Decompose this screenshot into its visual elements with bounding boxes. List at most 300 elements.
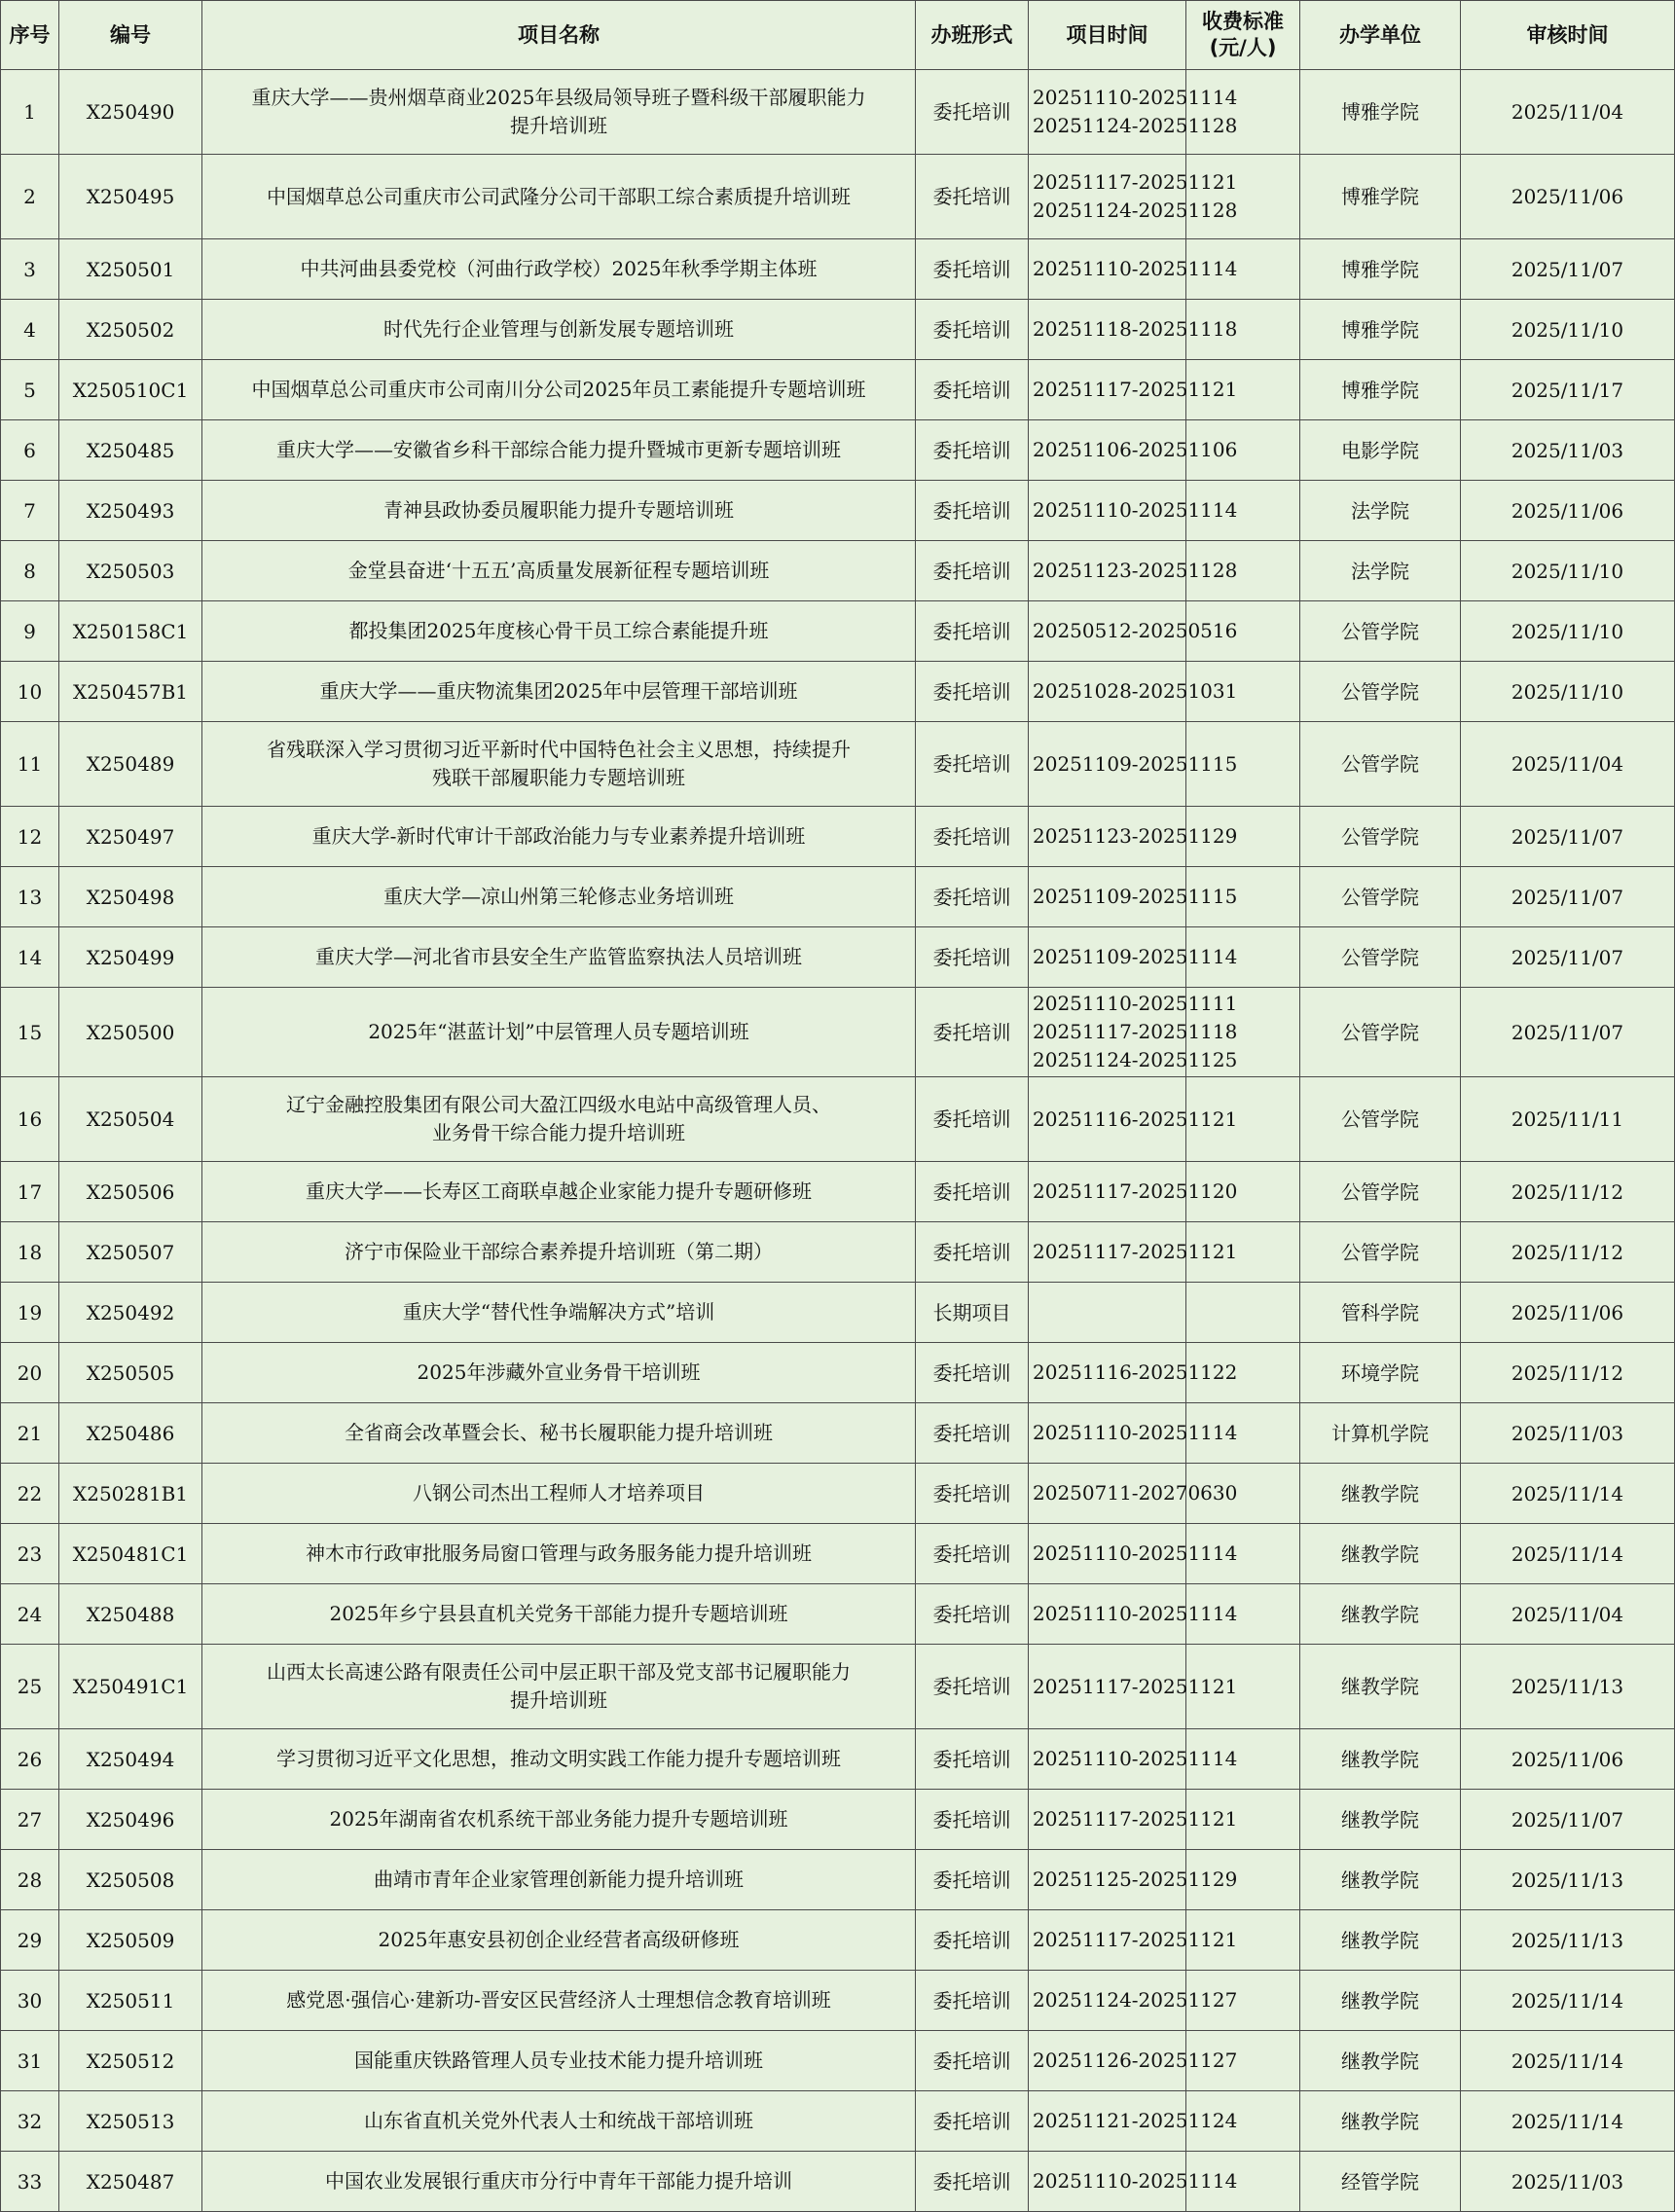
project-name-line: 重庆大学“替代性争端解决方式”培训 — [402, 1300, 715, 1324]
review-date-cell: 2025/11/12 — [1461, 1162, 1675, 1222]
table-row — [1, 1850, 1675, 1910]
review-date-cell: 2025/11/17 — [1461, 360, 1675, 420]
project-code-cell: X250488 — [59, 1584, 202, 1645]
project-code-cell: X250485 — [59, 420, 202, 481]
project-name-cell — [202, 601, 916, 662]
table-row — [1, 300, 1675, 360]
class-mode-cell: 委托培训 — [916, 1403, 1029, 1464]
project-time-cell — [1029, 541, 1238, 601]
row-number-cell: 12 — [1, 807, 59, 867]
school-unit-cell: 继教学院 — [1300, 1850, 1461, 1910]
project-time-line: 20251117-20251121 — [1033, 378, 1238, 401]
table-row — [1, 70, 1675, 155]
school-unit-cell: 博雅学院 — [1300, 300, 1461, 360]
class-mode-cell: 委托培训 — [916, 2091, 1029, 2152]
project-time-line: 20251110-20251114 — [1033, 498, 1238, 522]
project-name-cell — [202, 420, 916, 481]
row-number-cell: 1 — [1, 70, 59, 155]
table-row — [1, 239, 1675, 300]
school-unit-cell: 法学院 — [1300, 541, 1461, 601]
project-name-line: 济宁市保险业干部综合素养提升培训班（第二期） — [345, 1240, 773, 1263]
row-number-cell: 29 — [1, 1910, 59, 1971]
project-name-line: 时代先行企业管理与创新发展专题培训班 — [383, 317, 734, 341]
project-time-cell — [1029, 927, 1238, 988]
project-code-cell: X250502 — [59, 300, 202, 360]
project-name-cell — [202, 1910, 916, 1971]
class-mode-cell: 委托培训 — [916, 155, 1029, 239]
project-name-line: 提升培训班 — [510, 114, 607, 137]
project-time-line: 20251109-20251114 — [1033, 945, 1238, 968]
table-row — [1, 1222, 1675, 1283]
header-cell-name: 项目名称 — [202, 1, 916, 70]
review-date-cell: 2025/11/04 — [1461, 70, 1675, 155]
table-row — [1, 2031, 1675, 2091]
table-row — [1, 2091, 1675, 2152]
project-code-cell: X250509 — [59, 1910, 202, 1971]
row-number-cell: 15 — [1, 988, 59, 1077]
fee-cell — [1186, 70, 1300, 155]
project-name-cell — [202, 155, 916, 239]
school-unit-cell: 继教学院 — [1300, 1910, 1461, 1971]
review-date-cell: 2025/11/06 — [1461, 155, 1675, 239]
project-name-line: 省残联深入学习贯彻习近平新时代中国特色社会主义思想，持续提升 — [267, 738, 851, 761]
project-time-line: 20251126-20251127 — [1033, 2049, 1238, 2072]
project-name-cell — [202, 1850, 916, 1910]
review-date-cell: 2025/11/07 — [1461, 1790, 1675, 1850]
project-time-cell — [1029, 988, 1238, 1077]
class-mode-cell: 委托培训 — [916, 1790, 1029, 1850]
class-mode-cell: 委托培训 — [916, 1162, 1029, 1222]
row-number-cell: 16 — [1, 1077, 59, 1162]
class-mode-cell: 委托培训 — [916, 1645, 1029, 1729]
review-date-cell: 2025/11/14 — [1461, 1971, 1675, 2031]
project-time-line: 20251028-20251031 — [1033, 679, 1238, 703]
project-name-cell — [202, 1343, 916, 1403]
school-unit-cell: 继教学院 — [1300, 1584, 1461, 1645]
table-row — [1, 1584, 1675, 1645]
project-code-cell: X250506 — [59, 1162, 202, 1222]
class-mode-cell: 委托培训 — [916, 70, 1029, 155]
project-time-line: 20250711-20270630 — [1033, 1481, 1238, 1505]
school-unit-cell: 公管学院 — [1300, 662, 1461, 722]
project-name-cell — [202, 867, 916, 927]
project-code-cell: X250494 — [59, 1729, 202, 1790]
row-number-cell: 3 — [1, 239, 59, 300]
project-name-line: 重庆大学——重庆物流集团2025年中层管理干部培训班 — [319, 679, 798, 703]
project-name-cell — [202, 807, 916, 867]
project-time-cell — [1029, 70, 1238, 155]
table-row — [1, 1077, 1675, 1162]
table-row — [1, 1524, 1675, 1584]
table-row — [1, 1910, 1675, 1971]
project-name-line: 2025年涉藏外宣业务骨干培训班 — [417, 1360, 701, 1384]
project-time-line: 20250512-20250516 — [1033, 619, 1238, 642]
class-mode-cell: 委托培训 — [916, 1584, 1029, 1645]
header-cell-review: 审核时间 — [1461, 1, 1675, 70]
table-row — [1, 541, 1675, 601]
project-time-cell — [1029, 807, 1238, 867]
school-unit-cell: 公管学院 — [1300, 807, 1461, 867]
class-mode-cell: 委托培训 — [916, 1971, 1029, 2031]
project-time-cell — [1029, 1524, 1238, 1584]
row-number-cell: 19 — [1, 1283, 59, 1343]
project-name-line: 残联干部履职能力专题培训班 — [432, 766, 685, 789]
project-time-cell — [1029, 239, 1238, 300]
project-name-cell — [202, 988, 916, 1077]
project-name-cell — [202, 1971, 916, 2031]
school-unit-cell: 博雅学院 — [1300, 155, 1461, 239]
project-name-line: 山东省直机关党外代表人士和统战干部培训班 — [364, 2109, 753, 2132]
review-date-cell: 2025/11/14 — [1461, 1524, 1675, 1584]
school-unit-cell: 博雅学院 — [1300, 70, 1461, 155]
project-time-cell — [1029, 1645, 1238, 1729]
table-row — [1, 927, 1675, 988]
table-row — [1, 155, 1675, 239]
school-unit-cell: 公管学院 — [1300, 988, 1461, 1077]
class-mode-cell: 委托培训 — [916, 1524, 1029, 1584]
row-number-cell: 8 — [1, 541, 59, 601]
project-time-cell — [1029, 867, 1238, 927]
project-code-cell: X250496 — [59, 1790, 202, 1850]
review-date-cell: 2025/11/14 — [1461, 1464, 1675, 1524]
class-mode-cell: 委托培训 — [916, 1729, 1029, 1790]
review-date-cell: 2025/11/07 — [1461, 807, 1675, 867]
project-code-cell: X250499 — [59, 927, 202, 988]
review-date-cell: 2025/11/12 — [1461, 1343, 1675, 1403]
table-row — [1, 481, 1675, 541]
project-time-cell — [1029, 1403, 1238, 1464]
project-name-cell — [202, 722, 916, 807]
project-name-line: 重庆大学——长寿区工商联卓越企业家能力提升专题研修班 — [306, 1179, 812, 1203]
project-time-line: 20251117-20251118 — [1033, 1020, 1238, 1043]
project-time-cell — [1029, 1343, 1238, 1403]
project-name-cell — [202, 1464, 916, 1524]
project-name-line: 2025年湖南省农机系统干部业务能力提升专题培训班 — [329, 1807, 788, 1831]
project-name-cell — [202, 541, 916, 601]
project-code-cell: X250504 — [59, 1077, 202, 1162]
class-mode-cell: 委托培训 — [916, 239, 1029, 300]
project-code-cell: X250487 — [59, 2152, 202, 2212]
project-time-line: 20251106-20251106 — [1033, 438, 1238, 461]
fee-cell — [1186, 155, 1300, 239]
project-time-line: 20251117-20251120 — [1033, 1179, 1238, 1203]
project-name-line: 2025年“湛蓝计划”中层管理人员专题培训班 — [368, 1020, 749, 1043]
review-date-cell: 2025/11/07 — [1461, 927, 1675, 988]
project-time-line: 20251118-20251118 — [1033, 317, 1238, 341]
project-name-cell — [202, 1222, 916, 1283]
project-time-line: 20251125-20251129 — [1033, 1868, 1238, 1891]
project-time-line: 20251117-20251121 — [1033, 1807, 1238, 1831]
header-cell-no: 序号 — [1, 1, 59, 70]
school-unit-cell: 公管学院 — [1300, 927, 1461, 988]
school-unit-cell: 继教学院 — [1300, 1524, 1461, 1584]
project-name-line: 提升培训班 — [510, 1688, 607, 1712]
project-time-line: 20251116-20251122 — [1033, 1360, 1238, 1384]
review-date-cell: 2025/11/04 — [1461, 722, 1675, 807]
project-code-cell: X250510C1 — [59, 360, 202, 420]
project-time-line: 20251110-20251114 — [1033, 1541, 1238, 1565]
school-unit-cell: 继教学院 — [1300, 1971, 1461, 2031]
project-code-cell: X250457B1 — [59, 662, 202, 722]
class-mode-cell: 委托培训 — [916, 722, 1029, 807]
project-time-cell — [1029, 1790, 1238, 1850]
class-mode-cell: 委托培训 — [916, 988, 1029, 1077]
project-time-line: 20251123-20251128 — [1033, 559, 1238, 582]
class-mode-cell: 委托培训 — [916, 807, 1029, 867]
school-unit-cell: 继教学院 — [1300, 1645, 1461, 1729]
row-number-cell: 6 — [1, 420, 59, 481]
project-code-cell: X250497 — [59, 807, 202, 867]
project-name-cell — [202, 1077, 916, 1162]
row-number-cell: 10 — [1, 662, 59, 722]
project-code-cell: X250498 — [59, 867, 202, 927]
header-cell-mode: 办班形式 — [916, 1, 1029, 70]
class-mode-cell: 委托培训 — [916, 420, 1029, 481]
row-number-cell: 28 — [1, 1850, 59, 1910]
row-number-cell: 4 — [1, 300, 59, 360]
project-name-line: 重庆大学——安徽省乡科干部综合能力提升暨城市更新专题培训班 — [276, 438, 841, 461]
fee-cell — [1186, 1283, 1300, 1343]
review-date-cell: 2025/11/14 — [1461, 2031, 1675, 2091]
school-unit-cell: 继教学院 — [1300, 2091, 1461, 2152]
header-cell-code: 编号 — [59, 1, 202, 70]
header-cell-fee: 收费标准 (元/人) — [1186, 1, 1300, 70]
school-unit-cell: 公管学院 — [1300, 722, 1461, 807]
project-name-cell — [202, 300, 916, 360]
project-code-cell: X250486 — [59, 1403, 202, 1464]
project-time-line: 20251117-20251121 — [1033, 1240, 1238, 1263]
review-date-cell: 2025/11/10 — [1461, 300, 1675, 360]
table-row — [1, 722, 1675, 807]
review-date-cell: 2025/11/03 — [1461, 2152, 1675, 2212]
project-time-line: 20251110-20251114 — [1033, 2169, 1238, 2193]
project-code-cell: X250501 — [59, 239, 202, 300]
class-mode-cell: 委托培训 — [916, 601, 1029, 662]
review-date-cell: 2025/11/03 — [1461, 420, 1675, 481]
project-time-cell — [1029, 2152, 1238, 2212]
project-name-cell — [202, 1403, 916, 1464]
table-row — [1, 1403, 1675, 1464]
project-time-line: 20251110-20251114 — [1033, 1602, 1238, 1625]
project-name-cell — [202, 70, 916, 155]
project-code-cell: X250281B1 — [59, 1464, 202, 1524]
project-code-cell: X250481C1 — [59, 1524, 202, 1584]
review-date-cell: 2025/11/06 — [1461, 481, 1675, 541]
project-name-cell — [202, 1524, 916, 1584]
project-time-line: 20251110-20251114 — [1033, 86, 1238, 109]
row-number-cell: 5 — [1, 360, 59, 420]
project-name-line: 中国烟草总公司重庆市公司南川分公司2025年员工素能提升专题培训班 — [251, 378, 866, 401]
project-time-cell — [1029, 1910, 1238, 1971]
project-name-line: 中共河曲县委党校（河曲行政学校）2025年秋季学期主体班 — [300, 257, 818, 280]
project-code-cell: X250489 — [59, 722, 202, 807]
project-name-line: 中国农业发展银行重庆市分行中青年干部能力提升培训 — [325, 2169, 792, 2193]
project-name-line: 辽宁金融控股集团有限公司大盈江四级水电站中高级管理人员、 — [286, 1093, 831, 1116]
school-unit-cell: 计算机学院 — [1300, 1403, 1461, 1464]
review-date-cell: 2025/11/03 — [1461, 1403, 1675, 1464]
class-mode-cell: 长期项目 — [916, 1283, 1029, 1343]
project-name-line: 中国烟草总公司重庆市公司武隆分公司干部职工综合素质提升培训班 — [267, 184, 851, 208]
project-code-cell: X250508 — [59, 1850, 202, 1910]
project-time-line: 20251109-20251115 — [1033, 751, 1238, 776]
project-code-cell: X250492 — [59, 1283, 202, 1343]
project-name-line: 感党恩·强信心·建新功-晋安区民营经济人士理想信念教育培训班 — [286, 1988, 831, 2012]
project-name-line: 2025年惠安县初创企业经营者高级研修班 — [378, 1928, 740, 1951]
school-unit-cell: 博雅学院 — [1300, 360, 1461, 420]
table-row — [1, 1645, 1675, 1729]
project-code-cell: X250491C1 — [59, 1645, 202, 1729]
project-time-cell — [1029, 662, 1238, 722]
class-mode-cell: 委托培训 — [916, 1077, 1029, 1162]
class-mode-cell: 委托培训 — [916, 662, 1029, 722]
school-unit-cell: 继教学院 — [1300, 1464, 1461, 1524]
school-unit-cell: 公管学院 — [1300, 1162, 1461, 1222]
project-time-cell — [1029, 420, 1238, 481]
project-time-line: 20251117-20251121 — [1033, 1928, 1238, 1951]
table-row — [1, 1162, 1675, 1222]
class-mode-cell: 委托培训 — [916, 2031, 1029, 2091]
row-number-cell: 32 — [1, 2091, 59, 2152]
project-name-cell — [202, 481, 916, 541]
row-number-cell: 18 — [1, 1222, 59, 1283]
table-row — [1, 1283, 1675, 1343]
school-unit-cell: 法学院 — [1300, 481, 1461, 541]
project-name-line: 学习贯彻习近平文化思想，推动文明实践工作能力提升专题培训班 — [276, 1747, 841, 1770]
project-time-cell — [1029, 481, 1238, 541]
class-mode-cell: 委托培训 — [916, 867, 1029, 927]
table-row — [1, 360, 1675, 420]
school-unit-cell: 继教学院 — [1300, 1729, 1461, 1790]
project-name-cell — [202, 1645, 916, 1729]
project-code-cell: X250158C1 — [59, 601, 202, 662]
project-time-line: 20251110-20251111 — [1033, 992, 1238, 1015]
table-row — [1, 807, 1675, 867]
table-row — [1, 2152, 1675, 2212]
review-date-cell: 2025/11/07 — [1461, 239, 1675, 300]
table-row — [1, 1343, 1675, 1403]
school-unit-cell: 公管学院 — [1300, 1077, 1461, 1162]
school-unit-cell: 继教学院 — [1300, 1790, 1461, 1850]
project-time-cell — [1029, 1850, 1238, 1910]
row-number-cell: 24 — [1, 1584, 59, 1645]
project-time-line: 20251116-20251121 — [1033, 1106, 1238, 1131]
review-date-cell: 2025/11/07 — [1461, 867, 1675, 927]
project-name-cell — [202, 2031, 916, 2091]
project-time-cell — [1029, 155, 1238, 239]
project-name-line: 国能重庆铁路管理人员专业技术能力提升培训班 — [354, 2049, 763, 2072]
project-name-cell — [202, 360, 916, 420]
review-date-cell: 2025/11/12 — [1461, 1222, 1675, 1283]
project-code-cell: X250503 — [59, 541, 202, 601]
project-time-cell — [1029, 1283, 1186, 1343]
project-name-line: 业务骨干综合能力提升培训班 — [432, 1121, 685, 1144]
project-name-cell — [202, 1283, 916, 1343]
project-name-line: 青神县政协委员履职能力提升专题培训班 — [383, 498, 734, 522]
row-number-cell: 20 — [1, 1343, 59, 1403]
project-name-line: 重庆大学—凉山州第三轮修志业务培训班 — [383, 885, 734, 908]
project-code-cell: X250493 — [59, 481, 202, 541]
project-time-cell — [1029, 1222, 1238, 1283]
table-row — [1, 1971, 1675, 2031]
row-number-cell: 31 — [1, 2031, 59, 2091]
project-time-cell — [1029, 360, 1238, 420]
review-date-cell: 2025/11/14 — [1461, 2091, 1675, 2152]
project-name-line: 八钢公司杰出工程师人才培养项目 — [413, 1481, 705, 1505]
project-time-cell — [1029, 1077, 1238, 1162]
project-time-cell — [1029, 1584, 1238, 1645]
school-unit-cell: 公管学院 — [1300, 867, 1461, 927]
project-time-line: 20251117-20251121 — [1033, 1674, 1238, 1698]
table-row — [1, 601, 1675, 662]
review-date-cell: 2025/11/13 — [1461, 1645, 1675, 1729]
project-name-line: 曲靖市青年企业家管理创新能力提升培训班 — [374, 1868, 744, 1891]
project-time-cell — [1029, 300, 1238, 360]
project-time-line: 20251124-20251128 — [1033, 199, 1238, 222]
row-number-cell: 26 — [1, 1729, 59, 1790]
project-time-cell — [1029, 1162, 1238, 1222]
project-name-line: 全省商会改革暨会长、秘书长履职能力提升培训班 — [345, 1421, 773, 1444]
review-date-cell: 2025/11/13 — [1461, 1850, 1675, 1910]
row-number-cell: 14 — [1, 927, 59, 988]
school-unit-cell: 继教学院 — [1300, 2031, 1461, 2091]
review-date-cell: 2025/11/04 — [1461, 1584, 1675, 1645]
project-time-line: 20251124-20251125 — [1033, 1048, 1238, 1071]
class-mode-cell: 委托培训 — [916, 1222, 1029, 1283]
row-number-cell: 2 — [1, 155, 59, 239]
row-number-cell: 30 — [1, 1971, 59, 2031]
project-code-cell: X250513 — [59, 2091, 202, 2152]
project-name-cell — [202, 239, 916, 300]
row-number-cell: 22 — [1, 1464, 59, 1524]
project-time-cell — [1029, 2091, 1238, 2152]
project-name-cell — [202, 927, 916, 988]
class-mode-cell: 委托培训 — [916, 2152, 1029, 2212]
school-unit-cell: 环境学院 — [1300, 1343, 1461, 1403]
class-mode-cell: 委托培训 — [916, 300, 1029, 360]
project-name-line: 重庆大学—河北省市县安全生产监管监察执法人员培训班 — [315, 945, 802, 968]
project-code-cell: X250495 — [59, 155, 202, 239]
school-unit-cell: 公管学院 — [1300, 1222, 1461, 1283]
class-mode-cell: 委托培训 — [916, 1343, 1029, 1403]
class-mode-cell: 委托培训 — [916, 1850, 1029, 1910]
row-number-cell: 13 — [1, 867, 59, 927]
project-time-cell — [1029, 2031, 1238, 2091]
table-row — [1, 662, 1675, 722]
row-number-cell: 9 — [1, 601, 59, 662]
project-name-cell — [202, 1162, 916, 1222]
project-time-cell — [1029, 601, 1238, 662]
project-code-cell: X250505 — [59, 1343, 202, 1403]
project-name-cell — [202, 1790, 916, 1850]
review-date-cell: 2025/11/10 — [1461, 601, 1675, 662]
project-time-line: 20251124-20251128 — [1033, 114, 1238, 137]
class-mode-cell: 委托培训 — [916, 541, 1029, 601]
project-time-cell — [1029, 1464, 1238, 1524]
project-time-line: 20251110-20251114 — [1033, 1421, 1238, 1444]
header-row — [1, 1, 1675, 70]
class-mode-cell: 委托培训 — [916, 927, 1029, 988]
table-row — [1, 420, 1675, 481]
project-name-cell — [202, 662, 916, 722]
project-time-line: 20251117-20251121 — [1033, 170, 1238, 194]
project-name-line: 重庆大学-新时代审计干部政治能力与专业素养提升培训班 — [311, 824, 806, 848]
project-time-cell — [1029, 1729, 1238, 1790]
project-code-cell: X250490 — [59, 70, 202, 155]
project-name-line: 都投集团2025年度核心骨干员工综合素能提升班 — [348, 619, 769, 642]
project-time-line: 20251121-20251124 — [1033, 2109, 1238, 2132]
row-number-cell: 33 — [1, 2152, 59, 2212]
project-name-line: 金堂县奋进‘十五五’高质量发展新征程专题培训班 — [347, 559, 770, 582]
